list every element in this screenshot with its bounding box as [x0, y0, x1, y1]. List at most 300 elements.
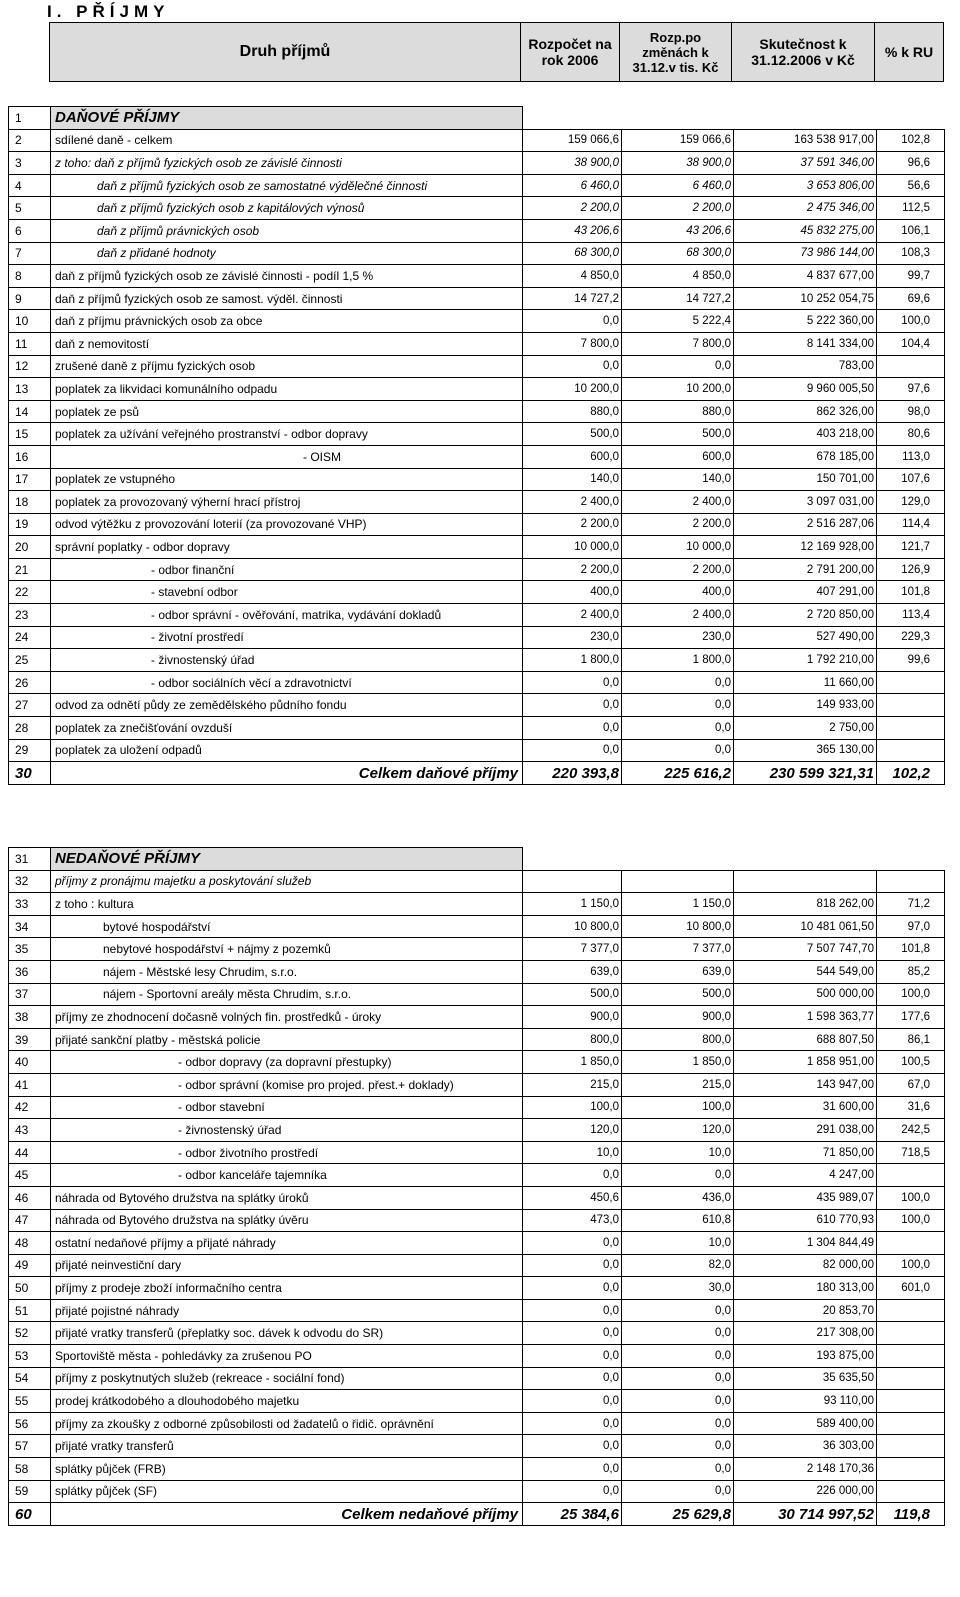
actual-value: 82 000,00	[734, 1254, 877, 1277]
row-number: 24	[9, 626, 51, 649]
budget-value: 880,0	[523, 400, 622, 423]
actual-value: 783,00	[734, 355, 877, 378]
budget-value: 0,0	[523, 739, 622, 762]
empty-cell	[523, 848, 945, 871]
income-label: sdílené daně - celkem	[51, 129, 523, 152]
actual-value: 2 750,00	[734, 717, 877, 740]
actual-value: 544 549,00	[734, 960, 877, 983]
revised-budget-value: 30,0	[622, 1277, 734, 1300]
table-row	[9, 107, 945, 130]
total-label: Celkem daňové příjmy	[51, 762, 523, 785]
budget-value: 400,0	[523, 581, 622, 604]
revised-budget-value: 140,0	[622, 468, 734, 491]
actual-value: 7 507 747,70	[734, 938, 877, 961]
percent-value	[877, 717, 945, 740]
revised-budget-value: 10,0	[622, 1232, 734, 1255]
budget-value: 0,0	[523, 1232, 622, 1255]
income-label: poplatek ze psů	[51, 400, 523, 423]
income-label: daň z přidané hodnoty	[51, 242, 523, 265]
revised-budget-value: 500,0	[622, 423, 734, 446]
row-number: 50	[9, 1277, 51, 1300]
percent-value: 718,5	[877, 1141, 945, 1164]
income-label: poplatek za znečišťování ovzduší	[51, 717, 523, 740]
row-number: 11	[9, 332, 51, 355]
non-tax-income-table	[8, 847, 945, 1526]
header-skutecnost	[731, 22, 875, 82]
percent-value: 100,0	[877, 1186, 945, 1209]
budget-value: 215,0	[523, 1073, 622, 1096]
table-row	[9, 1164, 945, 1187]
income-label: - odbor životního prostředí	[51, 1141, 523, 1164]
header-rozp-po	[619, 22, 732, 82]
row-number: 34	[9, 915, 51, 938]
table-row	[9, 197, 945, 220]
budget-value: 1 800,0	[523, 649, 622, 672]
table-row	[9, 536, 945, 559]
revised-budget-value: 120,0	[622, 1119, 734, 1142]
row-number: 58	[9, 1458, 51, 1481]
row-number: 60	[9, 1503, 51, 1526]
table-row	[9, 219, 945, 242]
table-row	[9, 626, 945, 649]
budget-value: 500,0	[523, 423, 622, 446]
percent-value: 106,1	[877, 219, 945, 242]
row-number: 12	[9, 355, 51, 378]
revised-budget-value: 0,0	[622, 1299, 734, 1322]
income-label: - živnostenský úřad	[51, 649, 523, 672]
budget-value	[523, 870, 622, 893]
revised-budget-value: 82,0	[622, 1254, 734, 1277]
budget-value: 0,0	[523, 694, 622, 717]
percent-value: 102,2	[877, 762, 945, 785]
percent-value: 56,6	[877, 174, 945, 197]
budget-value: 0,0	[523, 1480, 622, 1503]
income-label: poplatek za likvidaci komunálního odpadu	[51, 378, 523, 401]
row-number: 9	[9, 287, 51, 310]
income-label: přijaté sankční platby - městská policie	[51, 1028, 523, 1051]
actual-value: 5 222 360,00	[734, 310, 877, 333]
row-number: 59	[9, 1480, 51, 1503]
revised-budget-value: 0,0	[622, 694, 734, 717]
table-row	[9, 694, 945, 717]
revised-budget-value: 0,0	[622, 1412, 734, 1435]
percent-value: 101,8	[877, 581, 945, 604]
income-label: splátky půjček (SF)	[51, 1480, 523, 1503]
revised-budget-value: 0,0	[622, 717, 734, 740]
revised-budget-value: 0,0	[622, 671, 734, 694]
percent-value: 104,4	[877, 332, 945, 355]
income-label: - odbor dopravy (za dopravní přestupky)	[51, 1051, 523, 1074]
revised-budget-value: 10 800,0	[622, 915, 734, 938]
revised-budget-value: 2 400,0	[622, 604, 734, 627]
table-row	[9, 717, 945, 740]
actual-value: 403 218,00	[734, 423, 877, 446]
actual-value: 3 653 806,00	[734, 174, 877, 197]
table-row	[9, 848, 945, 871]
percent-value: 85,2	[877, 960, 945, 983]
table-row	[9, 513, 945, 536]
budget-value: 0,0	[523, 1412, 622, 1435]
table-row	[9, 242, 945, 265]
revised-budget-value: 2 200,0	[622, 513, 734, 536]
actual-value: 11 660,00	[734, 671, 877, 694]
row-number: 40	[9, 1051, 51, 1074]
actual-value: 31 600,00	[734, 1096, 877, 1119]
table-row	[9, 671, 945, 694]
row-number: 6	[9, 219, 51, 242]
percent-value: 69,6	[877, 287, 945, 310]
header-druh	[49, 22, 521, 82]
percent-value: 98,0	[877, 400, 945, 423]
table-row	[9, 1367, 945, 1390]
percent-value	[877, 1458, 945, 1481]
revised-budget-value: 43 206,6	[622, 219, 734, 242]
income-label: správní poplatky - odbor dopravy	[51, 536, 523, 559]
actual-value: 818 262,00	[734, 893, 877, 916]
revised-budget-value: 500,0	[622, 983, 734, 1006]
table-row	[9, 739, 945, 762]
income-label: nájem - Sportovní areály města Chrudim, s.r.o.	[51, 983, 523, 1006]
row-number: 37	[9, 983, 51, 1006]
table-row	[9, 1232, 945, 1255]
table-row	[9, 1412, 945, 1435]
table-row	[9, 332, 945, 355]
revised-budget-value: 4 850,0	[622, 265, 734, 288]
percent-value: 113,0	[877, 445, 945, 468]
actual-value: 610 770,93	[734, 1209, 877, 1232]
revised-budget-value: 25 629,8	[622, 1503, 734, 1526]
budget-value: 230,0	[523, 626, 622, 649]
budget-value: 639,0	[523, 960, 622, 983]
table-row	[9, 983, 945, 1006]
revised-budget-value: 0,0	[622, 1322, 734, 1345]
table-row	[9, 152, 945, 175]
budget-value: 120,0	[523, 1119, 622, 1142]
revised-budget-value: 0,0	[622, 1435, 734, 1458]
row-number: 5	[9, 197, 51, 220]
revised-budget-value: 38 900,0	[622, 152, 734, 175]
actual-value: 35 635,50	[734, 1367, 877, 1390]
budget-value: 10 000,0	[523, 536, 622, 559]
percent-value: 96,6	[877, 152, 945, 175]
table-row	[9, 558, 945, 581]
percent-value	[877, 1299, 945, 1322]
percent-value	[877, 1435, 945, 1458]
row-number: 57	[9, 1435, 51, 1458]
budget-value: 10 200,0	[523, 378, 622, 401]
table-row	[9, 1299, 945, 1322]
table-row	[9, 1435, 945, 1458]
header-rozpocet-label: Rozpočet na rok 2006	[528, 36, 612, 68]
percent-value	[877, 671, 945, 694]
income-label: odvod výtěžku z provozování loterií (za provozované VHP)	[51, 513, 523, 536]
row-number: 8	[9, 265, 51, 288]
budget-value: 14 727,2	[523, 287, 622, 310]
actual-value: 1 858 951,00	[734, 1051, 877, 1074]
budget-value: 6 460,0	[523, 174, 622, 197]
row-number: 22	[9, 581, 51, 604]
row-number: 45	[9, 1164, 51, 1187]
revised-budget-value: 0,0	[622, 1367, 734, 1390]
revised-budget-value: 800,0	[622, 1028, 734, 1051]
budget-value: 1 150,0	[523, 893, 622, 916]
income-label: příjmy za zkoušky z odborné způsobilosti od žadatelů o řidič. oprávnění	[51, 1412, 523, 1435]
actual-value: 45 832 275,00	[734, 219, 877, 242]
revised-budget-value: 600,0	[622, 445, 734, 468]
section-title: DAŇOVÉ PŘÍJMY	[51, 107, 523, 130]
table-row	[9, 1119, 945, 1142]
income-label: - životní prostředí	[51, 626, 523, 649]
row-number: 54	[9, 1367, 51, 1390]
header-rozpocet	[520, 22, 620, 82]
row-number: 56	[9, 1412, 51, 1435]
budget-value: 159 066,6	[523, 129, 622, 152]
empty-cell	[523, 107, 945, 130]
actual-value: 2 475 346,00	[734, 197, 877, 220]
actual-value: 10 252 054,75	[734, 287, 877, 310]
budget-value: 68 300,0	[523, 242, 622, 265]
row-number: 47	[9, 1209, 51, 1232]
actual-value: 2 791 200,00	[734, 558, 877, 581]
percent-value: 100,0	[877, 1254, 945, 1277]
budget-value: 43 206,6	[523, 219, 622, 242]
income-label: přijaté pojistné náhrady	[51, 1299, 523, 1322]
table-row	[9, 915, 945, 938]
table-row	[9, 1006, 945, 1029]
revised-budget-value: 0,0	[622, 1390, 734, 1413]
income-label: přijaté neinvestiční dary	[51, 1254, 523, 1277]
budget-value: 10,0	[523, 1141, 622, 1164]
income-label: nebytové hospodářství + nájmy z pozemků	[51, 938, 523, 961]
income-label: - stavební odbor	[51, 581, 523, 604]
percent-value: 99,6	[877, 649, 945, 672]
revised-budget-value: 14 727,2	[622, 287, 734, 310]
actual-value: 1 598 363,77	[734, 1006, 877, 1029]
row-number: 21	[9, 558, 51, 581]
table-row	[9, 400, 945, 423]
percent-value: 108,3	[877, 242, 945, 265]
table-row	[9, 762, 945, 785]
table-row	[9, 287, 945, 310]
table-row	[9, 649, 945, 672]
actual-value: 4 837 677,00	[734, 265, 877, 288]
table-row	[9, 355, 945, 378]
actual-value: 435 989,07	[734, 1186, 877, 1209]
actual-value: 678 185,00	[734, 445, 877, 468]
budget-value: 473,0	[523, 1209, 622, 1232]
budget-value: 0,0	[523, 1322, 622, 1345]
income-label: příjmy z pronájmu majetku a poskytování služeb	[51, 870, 523, 893]
table-row	[9, 870, 945, 893]
revised-budget-value: 6 460,0	[622, 174, 734, 197]
table-row	[9, 1028, 945, 1051]
revised-budget-value	[622, 870, 734, 893]
budget-value: 25 384,6	[523, 1503, 622, 1526]
percent-value: 112,5	[877, 197, 945, 220]
revised-budget-value: 436,0	[622, 1186, 734, 1209]
row-number: 52	[9, 1322, 51, 1345]
percent-value: 99,7	[877, 265, 945, 288]
budget-value: 0,0	[523, 1299, 622, 1322]
income-label: poplatek za užívání veřejného prostranství - odbor dopravy	[51, 423, 523, 446]
percent-value	[877, 694, 945, 717]
actual-value: 93 110,00	[734, 1390, 877, 1413]
actual-value: 2 148 170,36	[734, 1458, 877, 1481]
row-number: 48	[9, 1232, 51, 1255]
table-row	[9, 1096, 945, 1119]
table-row	[9, 604, 945, 627]
percent-value: 114,4	[877, 513, 945, 536]
percent-value: 129,0	[877, 491, 945, 514]
revised-budget-value: 2 200,0	[622, 558, 734, 581]
actual-value: 36 303,00	[734, 1435, 877, 1458]
revised-budget-value: 0,0	[622, 1345, 734, 1368]
income-label: daň z příjmů právnických osob	[51, 219, 523, 242]
percent-value: 113,4	[877, 604, 945, 627]
row-number: 28	[9, 717, 51, 740]
row-number: 26	[9, 671, 51, 694]
budget-value: 4 850,0	[523, 265, 622, 288]
income-label: - odbor správní (komise pro projed. přest.+ doklady)	[51, 1073, 523, 1096]
actual-value: 527 490,00	[734, 626, 877, 649]
row-number: 44	[9, 1141, 51, 1164]
table-row	[9, 129, 945, 152]
revised-budget-value: 68 300,0	[622, 242, 734, 265]
income-label: - odbor stavební	[51, 1096, 523, 1119]
row-number: 15	[9, 423, 51, 446]
row-number: 14	[9, 400, 51, 423]
income-label: daň z příjmů fyzických osob ze samost. výděl. činnosti	[51, 287, 523, 310]
row-number: 18	[9, 491, 51, 514]
income-label: náhrada od Bytového družstva na splátky úvěru	[51, 1209, 523, 1232]
table-row	[9, 1051, 945, 1074]
revised-budget-value: 900,0	[622, 1006, 734, 1029]
page-title: I. PŘÍJMY	[47, 2, 170, 21]
table-row	[9, 581, 945, 604]
row-number: 2	[9, 129, 51, 152]
table-row	[9, 1480, 945, 1503]
revised-budget-value: 10,0	[622, 1141, 734, 1164]
row-number: 30	[9, 762, 51, 785]
actual-value: 226 000,00	[734, 1480, 877, 1503]
table-row	[9, 423, 945, 446]
table-row	[9, 1503, 945, 1526]
table-row	[9, 1141, 945, 1164]
actual-value: 12 169 928,00	[734, 536, 877, 559]
revised-budget-value: 0,0	[622, 1164, 734, 1187]
table-row	[9, 265, 945, 288]
row-number: 27	[9, 694, 51, 717]
actual-value: 500 000,00	[734, 983, 877, 1006]
row-number: 10	[9, 310, 51, 333]
row-number: 31	[9, 848, 51, 871]
percent-value	[877, 1322, 945, 1345]
budget-value: 800,0	[523, 1028, 622, 1051]
row-number: 32	[9, 870, 51, 893]
row-number: 23	[9, 604, 51, 627]
budget-value: 0,0	[523, 671, 622, 694]
row-number: 39	[9, 1028, 51, 1051]
actual-value: 862 326,00	[734, 400, 877, 423]
percent-value: 67,0	[877, 1073, 945, 1096]
revised-budget-value: 0,0	[622, 355, 734, 378]
budget-value: 100,0	[523, 1096, 622, 1119]
actual-value: 149 933,00	[734, 694, 877, 717]
percent-value: 100,0	[877, 983, 945, 1006]
percent-value: 119,8	[877, 1503, 945, 1526]
revised-budget-value: 230,0	[622, 626, 734, 649]
table-row	[9, 310, 945, 333]
income-label: příjmy z prodeje zboží informačního centra	[51, 1277, 523, 1300]
header-rozp-po-label: Rozp.po změnách k 31.12.v tis. Kč	[632, 29, 719, 75]
percent-value: 100,5	[877, 1051, 945, 1074]
budget-value: 450,6	[523, 1186, 622, 1209]
income-label: daň z příjmů fyzických osob ze závislé činnosti - podíl 1,5 %	[51, 265, 523, 288]
row-number: 13	[9, 378, 51, 401]
revised-budget-value: 610,8	[622, 1209, 734, 1232]
revised-budget-value: 639,0	[622, 960, 734, 983]
percent-value: 107,6	[877, 468, 945, 491]
income-label: daň z příjmu právnických osob za obce	[51, 310, 523, 333]
budget-value: 0,0	[523, 1435, 622, 1458]
budget-value: 140,0	[523, 468, 622, 491]
table-row	[9, 491, 945, 514]
revised-budget-value: 0,0	[622, 1480, 734, 1503]
row-number: 25	[9, 649, 51, 672]
actual-value: 10 481 061,50	[734, 915, 877, 938]
table-row	[9, 938, 945, 961]
income-label: splátky půjček (FRB)	[51, 1458, 523, 1481]
row-number: 46	[9, 1186, 51, 1209]
budget-value: 0,0	[523, 1367, 622, 1390]
budget-value: 2 400,0	[523, 604, 622, 627]
income-label: z toho : kultura	[51, 893, 523, 916]
row-number: 35	[9, 938, 51, 961]
actual-value: 37 591 346,00	[734, 152, 877, 175]
budget-value: 0,0	[523, 1277, 622, 1300]
income-label: náhrada od Bytového družstva na splátky úroků	[51, 1186, 523, 1209]
revised-budget-value: 0,0	[622, 1458, 734, 1481]
actual-value: 291 038,00	[734, 1119, 877, 1142]
revised-budget-value: 215,0	[622, 1073, 734, 1096]
revised-budget-value: 1 850,0	[622, 1051, 734, 1074]
header-skutecnost-label: Skutečnost k 31.12.2006 v Kč	[751, 36, 855, 68]
actual-value: 9 960 005,50	[734, 378, 877, 401]
percent-value: 229,3	[877, 626, 945, 649]
percent-value	[877, 355, 945, 378]
budget-value: 7 377,0	[523, 938, 622, 961]
percent-value: 242,5	[877, 1119, 945, 1142]
table-row	[9, 1254, 945, 1277]
table-row	[9, 1390, 945, 1413]
actual-value: 163 538 917,00	[734, 129, 877, 152]
revised-budget-value: 1 800,0	[622, 649, 734, 672]
row-number: 55	[9, 1390, 51, 1413]
percent-value: 80,6	[877, 423, 945, 446]
budget-value: 10 800,0	[523, 915, 622, 938]
budget-value: 0,0	[523, 355, 622, 378]
revised-budget-value: 880,0	[622, 400, 734, 423]
table-row	[9, 378, 945, 401]
percent-value	[877, 1480, 945, 1503]
revised-budget-value: 10 000,0	[622, 536, 734, 559]
table-row	[9, 1322, 945, 1345]
actual-value: 20 853,70	[734, 1299, 877, 1322]
actual-value	[734, 870, 877, 893]
row-number: 51	[9, 1299, 51, 1322]
budget-value: 1 850,0	[523, 1051, 622, 1074]
revised-budget-value: 400,0	[622, 581, 734, 604]
